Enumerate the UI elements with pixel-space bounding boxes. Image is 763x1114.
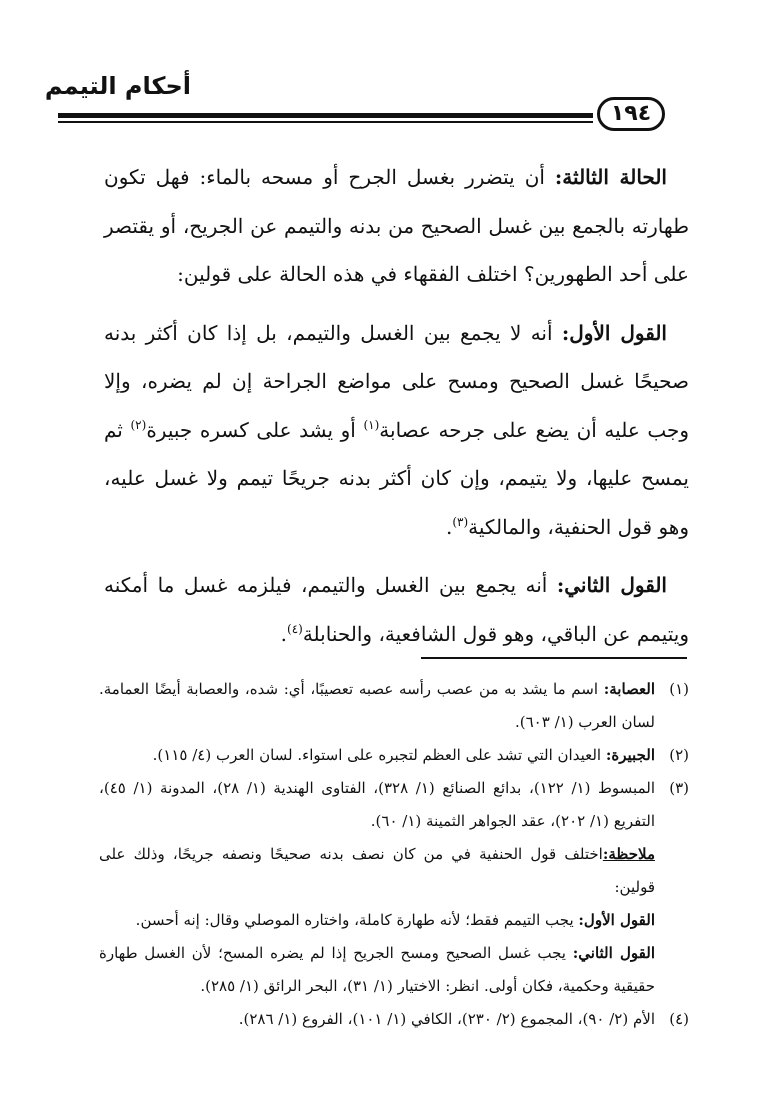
footnotes (99, 673, 689, 1036)
footnote-2 (99, 739, 689, 772)
paragraph-first-opinion (104, 309, 689, 552)
footnote-text: الأم (٢/ ٩٠)، المجموع (٢/ ٢٣٠)، الكافي (١/ ١٠١)، الفروع (١/ ٢٨٦). (238, 1010, 655, 1028)
footnote-3 (99, 772, 689, 838)
footnote-number: (٤) (669, 1010, 689, 1028)
footnote-number: (٣) (669, 779, 689, 797)
paragraph-third-case (104, 153, 689, 299)
paragraph-text: أو يشد على كسره جبيرة (146, 417, 364, 442)
footnote-term: العصابة: (603, 680, 655, 698)
footnote-ref-3[interactable]: (٣) (452, 514, 469, 529)
note-intro (99, 838, 655, 904)
note-text: اختلف قول الحنفية في من كان نصف بدنه صحيحًا ونصفه جريحًا، وذلك على قولين: (99, 845, 655, 896)
footnote-term: الجبيرة: (605, 746, 655, 764)
footnote-ref-1[interactable]: (١) (363, 417, 380, 432)
footnote-4 (99, 1003, 689, 1036)
note-opinion-lead: القول الأول: (578, 911, 655, 929)
paragraph-text: . (445, 514, 453, 539)
footnote-number: (١) (669, 680, 689, 698)
note-text: يجب التيمم فقط؛ لأنه طهارة كاملة، واختاره الموصلي وقال: إنه أحسن. (135, 911, 579, 929)
note-opinion-2 (99, 937, 655, 1003)
paragraph-lead: القول الأول: (561, 320, 667, 345)
footnote-1 (99, 673, 689, 739)
page-number: ١٩٤ (597, 97, 665, 131)
paragraph-text: أنه يجمع بين الغسل والتيمم، فيلزمه غسل ما أمكنه ويتيمم عن الباقي، وهو قول الشافعية، والحنابلة (104, 573, 689, 646)
note-opinion-lead: القول الثاني: (572, 944, 655, 962)
footnote-text: العيدان التي تشد على العظم لتجبره على استواء. لسان العرب (٤/ ١١٥). (152, 746, 606, 764)
footnote-text: المبسوط (١/ ١٢٢)، بدائع الصنائع (١/ ٣٢٨)، الفتاوى الهندية (١/ ٢٨)، المدونة (١/ ٤٥)، التفريع (١/ ٢٠٢)، عقد الجواهر الثمينة (١/ ٦٠). (99, 779, 655, 830)
note-opinion-1 (99, 904, 655, 937)
paragraph-text: . (280, 621, 287, 646)
paragraph-lead: الحالة الثالثة: (554, 165, 667, 189)
paragraph-text: أن يتضرر بغسل الجرح أو مسحه بالماء: فهل تكون طهارته بالجمع بين غسل الصحيح من بدنه والتيمم عن الجريح، أو يقتصر على أحد الطهورين؟ اختلف الفقهاء في هذه الحالة على قولين: (104, 165, 689, 286)
paragraph-second-opinion (104, 561, 689, 658)
running-title: أحكام التيمم (44, 72, 191, 100)
paragraph-text: أنه لا يجمع بين الغسل والتيمم، بل إذا كان أكثر بدنه صحيحًا غسل الصحيح ومسح على مواضع الجراحة إن لم يضره، وإلا وجب عليه أن يضع على جرحه عصابة (104, 320, 690, 442)
footnote-number: (٢) (669, 746, 689, 764)
footnote-ref-4[interactable]: (٤) (287, 621, 303, 636)
header-rule-thin (58, 121, 593, 123)
footnote-separator (421, 657, 687, 659)
paragraph-text: ثم يمسح عليها، ولا يتيمم، وإن كان أكثر بدنه جريحًا تيمم ولا غسل عليه، وهو قول الحنفية، والمالكية (104, 417, 689, 539)
note-label: ملاحظة: (602, 845, 655, 863)
footnote-note (99, 838, 689, 1003)
paragraph-lead: القول الثاني: (556, 573, 667, 597)
footnote-ref-2[interactable]: (٢) (130, 417, 147, 432)
header-rule-thick (58, 113, 593, 118)
footnote-text: اسم ما يشد به من عصب رأسه عصبه تعصيبًا، أي: شده، والعصابة أيضًا العمامة. لسان العرب (١/ ٦٠٣). (99, 680, 655, 731)
main-text (104, 153, 689, 668)
note-text: يجب غسل الصحيح ومسح الجريح إذا لم يضره المسح؛ لأن الغسل طهارة حقيقية وحكمية، فكان أولى. انظر: الاختيار (١/ ٣١)، البحر الرائق (١/ ٢٨٥). (99, 944, 655, 995)
